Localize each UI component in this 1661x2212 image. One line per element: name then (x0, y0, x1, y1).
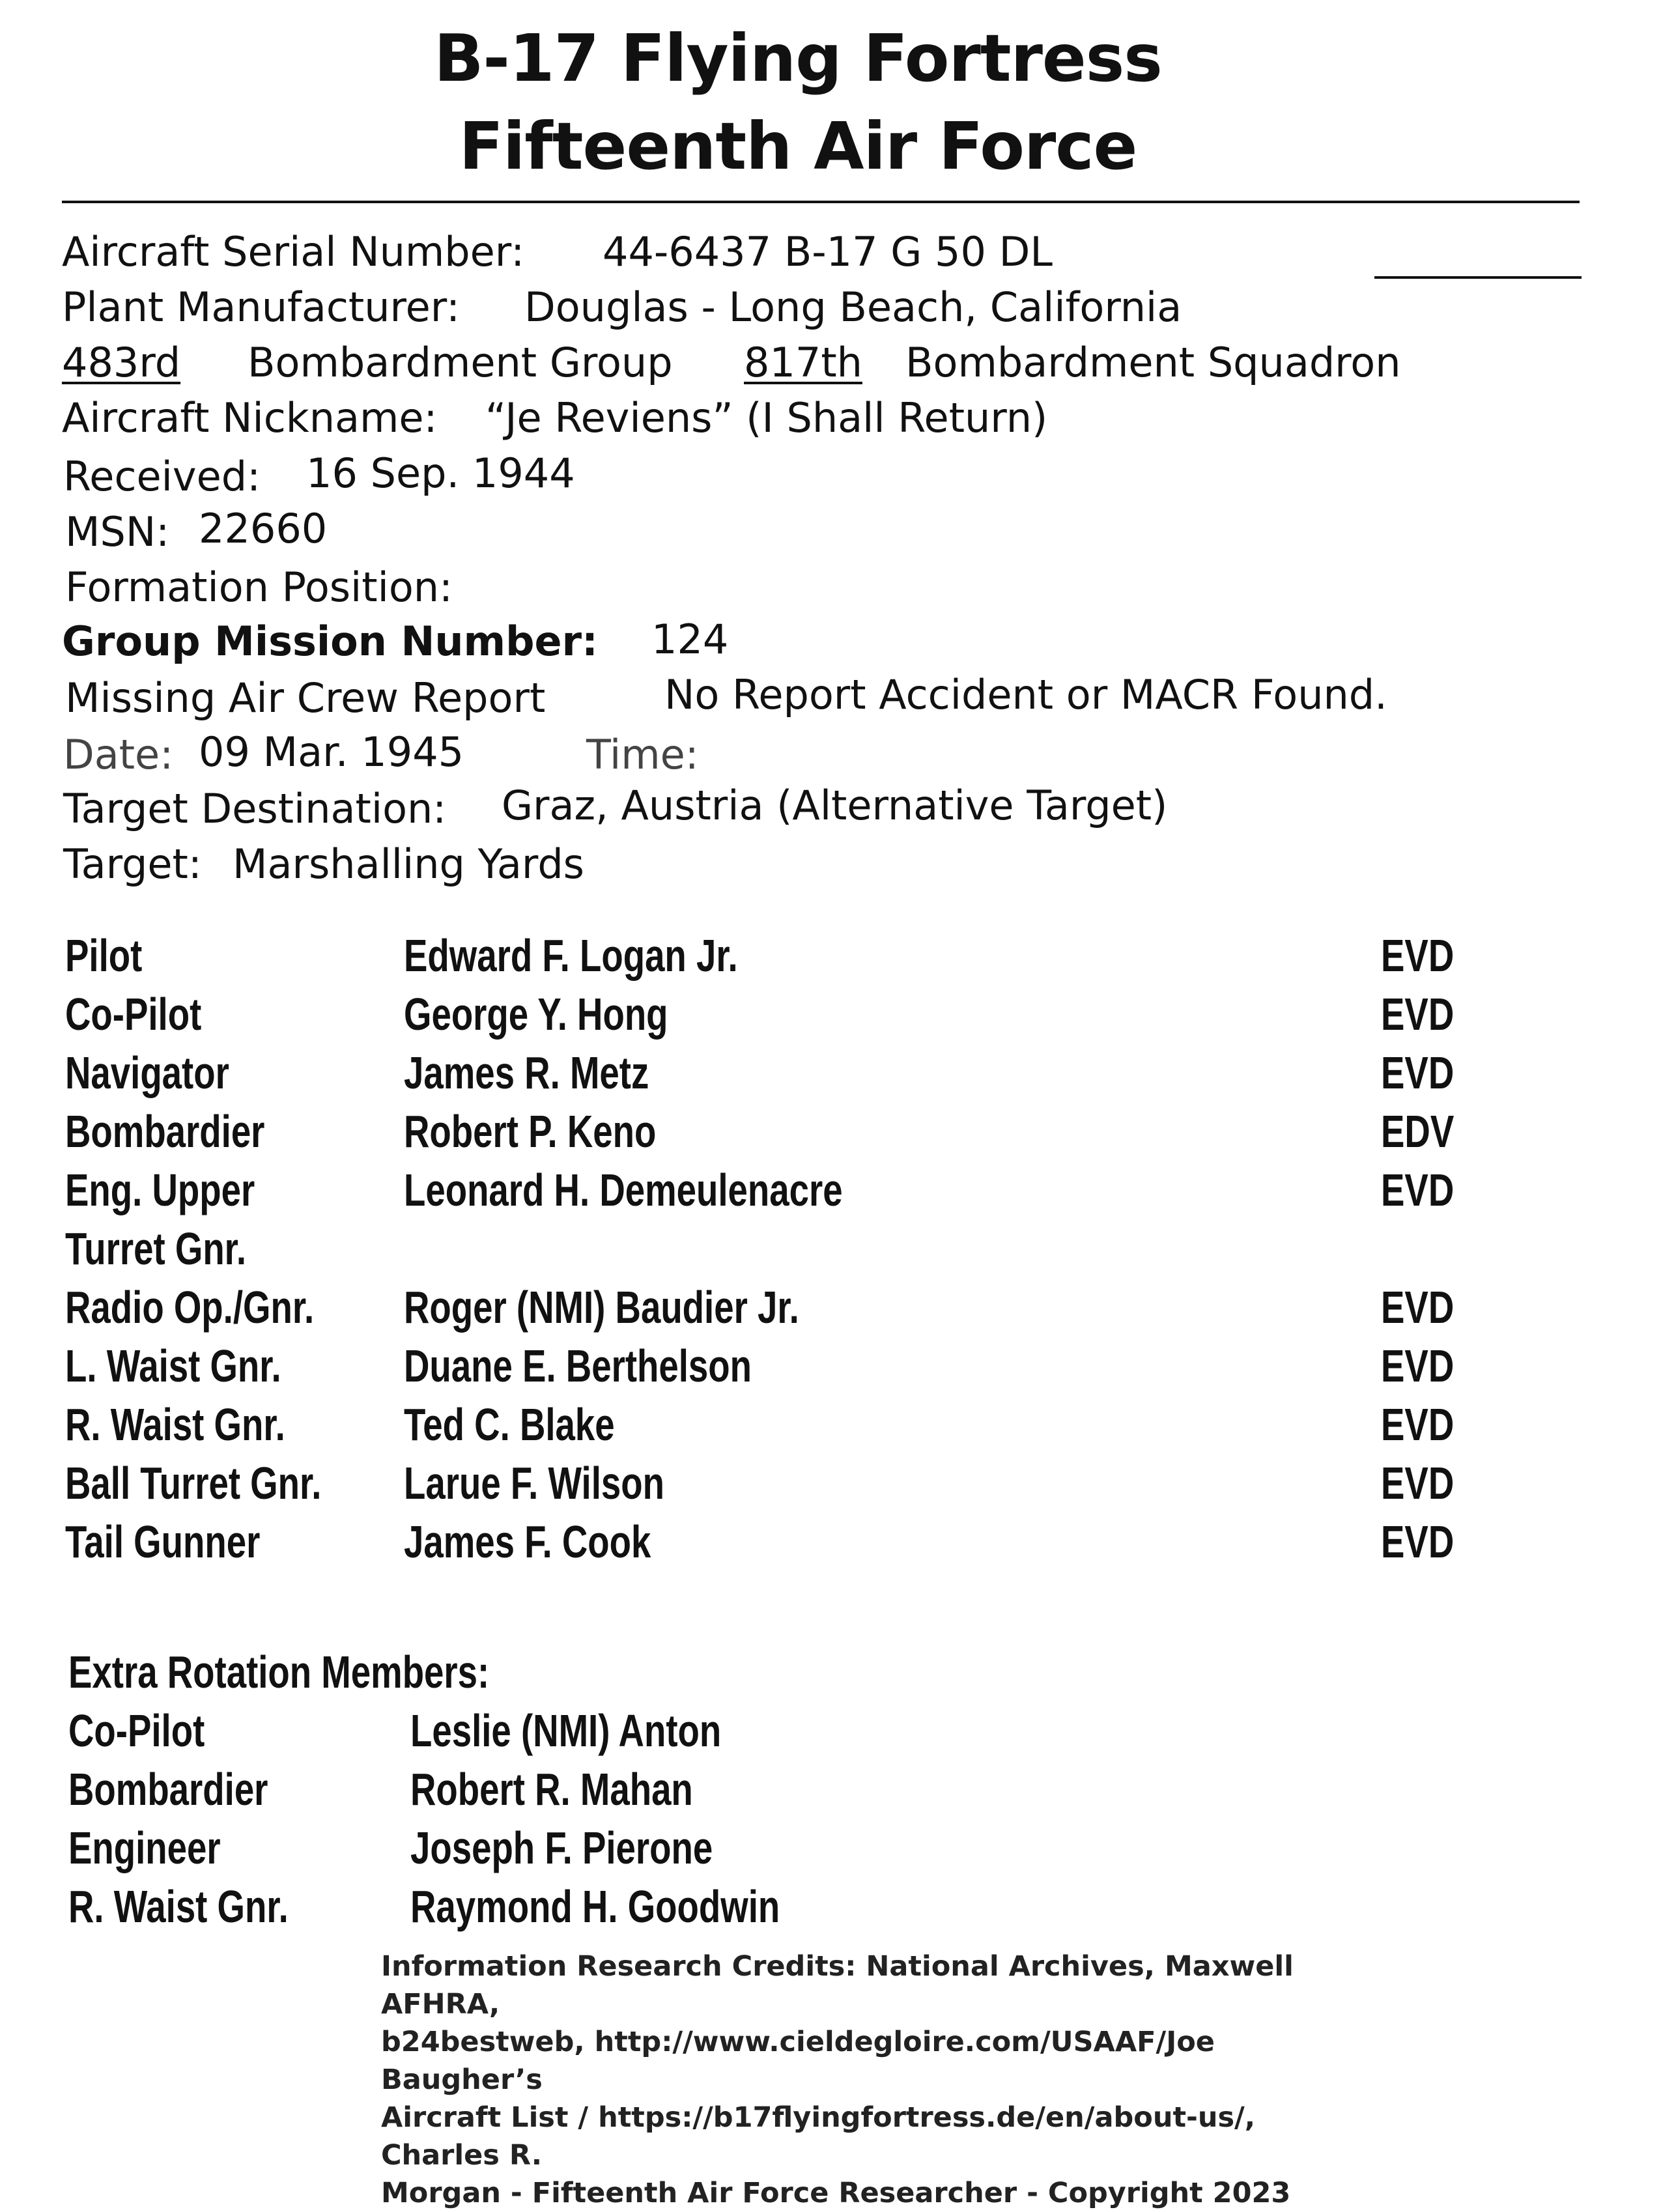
received-label: Received: (63, 453, 261, 500)
destination-label: Target Destination: (63, 785, 447, 832)
squadron-number: 817th (744, 339, 862, 386)
target-label: Target: (63, 840, 202, 888)
crew-status-co-pilot: EVD (1381, 989, 1455, 1040)
mission-value: 124 (651, 616, 729, 663)
crew-name-ball-turret: Larue F. Wilson (404, 1458, 664, 1509)
crew-position-right-waist: R. Waist Gnr. (65, 1399, 285, 1450)
crew-status-left-waist: EVD (1381, 1340, 1455, 1391)
time-label: Time: (586, 731, 699, 778)
crew-status-pilot: EVD (1381, 930, 1455, 981)
crew-name-right-waist: Ted C. Blake (404, 1399, 615, 1450)
msn-label: MSN: (65, 508, 170, 556)
page-title: B-17 Flying Fortress (434, 20, 1162, 96)
date-label: Date: (63, 731, 174, 778)
crew-position-engineer: Eng. Upper (65, 1165, 255, 1215)
manufacturer-value: Douglas - Long Beach, California (524, 283, 1182, 331)
extra-members-heading: Extra Rotation Members: (68, 1647, 490, 1697)
crew-position-bombardier: Bombardier (65, 1106, 265, 1157)
crew-position-tail-gunner: Tail Gunner (65, 1516, 261, 1567)
formation-label: Formation Position: (65, 563, 453, 611)
crew-position-left-waist: L. Waist Gnr. (65, 1340, 281, 1391)
crew-position-co-pilot: Co-Pilot (65, 989, 202, 1040)
received-value: 16 Sep. 1944 (306, 449, 575, 497)
date-value: 09 Mar. 1945 (199, 728, 464, 776)
crew-position-turret: Turret Gnr. (65, 1223, 247, 1274)
macr-label: Missing Air Crew Report (65, 674, 546, 722)
crew-status-right-waist: EVD (1381, 1399, 1455, 1450)
crew-status-navigator: EVD (1381, 1047, 1455, 1098)
macr-value: No Report Accident or MACR Found. (664, 671, 1387, 718)
crew-position-pilot: Pilot (65, 930, 143, 981)
header-divider (62, 201, 1580, 203)
crew-status-bombardier: EDV (1381, 1106, 1455, 1157)
nickname-value: “Je Reviens” (I Shall Return) (485, 394, 1048, 442)
extra-name-bombardier: Robert R. Mahan (410, 1764, 693, 1815)
squadron-label: Bombardment Squadron (905, 339, 1401, 386)
nickname-label: Aircraft Nickname: (62, 394, 438, 442)
extra-position-bombardier: Bombardier (68, 1764, 268, 1815)
credits-line: Aircraft List / https://b17flyingfortress.de/en/about-us/, Charles R. (381, 2101, 1256, 2172)
crew-status-tail-gunner: EVD (1381, 1516, 1455, 1567)
credits-line: b24bestweb, http://www.cieldegloire.com/USAAF/Joe Baugher’s (381, 2026, 1215, 2096)
crew-name-left-waist: Duane E. Berthelson (404, 1340, 752, 1391)
extra-position-right-waist: R. Waist Gnr. (68, 1881, 289, 1932)
crew-status-ball-turret: EVD (1381, 1458, 1455, 1509)
research-credits (381, 1948, 1358, 2212)
crew-name-pilot: Edward F. Logan Jr. (404, 930, 738, 981)
crew-name-engineer: Leonard H. Demeulenacre (404, 1165, 843, 1215)
group-label: Bombardment Group (248, 339, 673, 386)
crew-status-radio: EVD (1381, 1282, 1455, 1333)
manufacturer-label: Plant Manufacturer: (62, 283, 461, 331)
serial-value: 44-6437 B-17 G 50 DL (603, 228, 1053, 276)
group-number: 483rd (62, 339, 181, 386)
serial-label: Aircraft Serial Number: (62, 228, 525, 276)
target-value: Marshalling Yards (233, 840, 584, 888)
page-subtitle: Fifteenth Air Force (459, 108, 1137, 184)
extra-name-engineer: Joseph F. Pierone (410, 1822, 713, 1873)
crew-name-navigator: James R. Metz (404, 1047, 649, 1098)
extra-name-right-waist: Raymond H. Goodwin (410, 1881, 780, 1932)
destination-value: Graz, Austria (Alternative Target) (502, 782, 1168, 829)
crew-position-ball-turret: Ball Turret Gnr. (65, 1458, 322, 1509)
crew-name-tail-gunner: James F. Cook (404, 1516, 651, 1567)
crew-name-co-pilot: George Y. Hong (404, 989, 668, 1040)
serial-blank-line (1374, 276, 1582, 279)
crew-position-navigator: Navigator (65, 1047, 229, 1098)
crew-status-engineer: EVD (1381, 1165, 1455, 1215)
extra-position-co-pilot: Co-Pilot (68, 1705, 205, 1756)
crew-name-bombardier: Robert P. Keno (404, 1106, 657, 1157)
credits-line: Information Research Credits: National Archives, Maxwell AFHRA, (381, 1950, 1294, 2021)
extra-position-engineer: Engineer (68, 1822, 221, 1873)
crew-name-radio: Roger (NMI) Baudier Jr. (404, 1282, 799, 1333)
mission-label: Group Mission Number: (62, 617, 598, 665)
credits-line: Morgan - Fifteenth Air Force Researcher - Copyright 2023 (381, 2177, 1291, 2209)
extra-name-co-pilot: Leslie (NMI) Anton (410, 1705, 722, 1756)
crew-position-radio: Radio Op./Gnr. (65, 1282, 315, 1333)
msn-value: 22660 (199, 505, 328, 552)
